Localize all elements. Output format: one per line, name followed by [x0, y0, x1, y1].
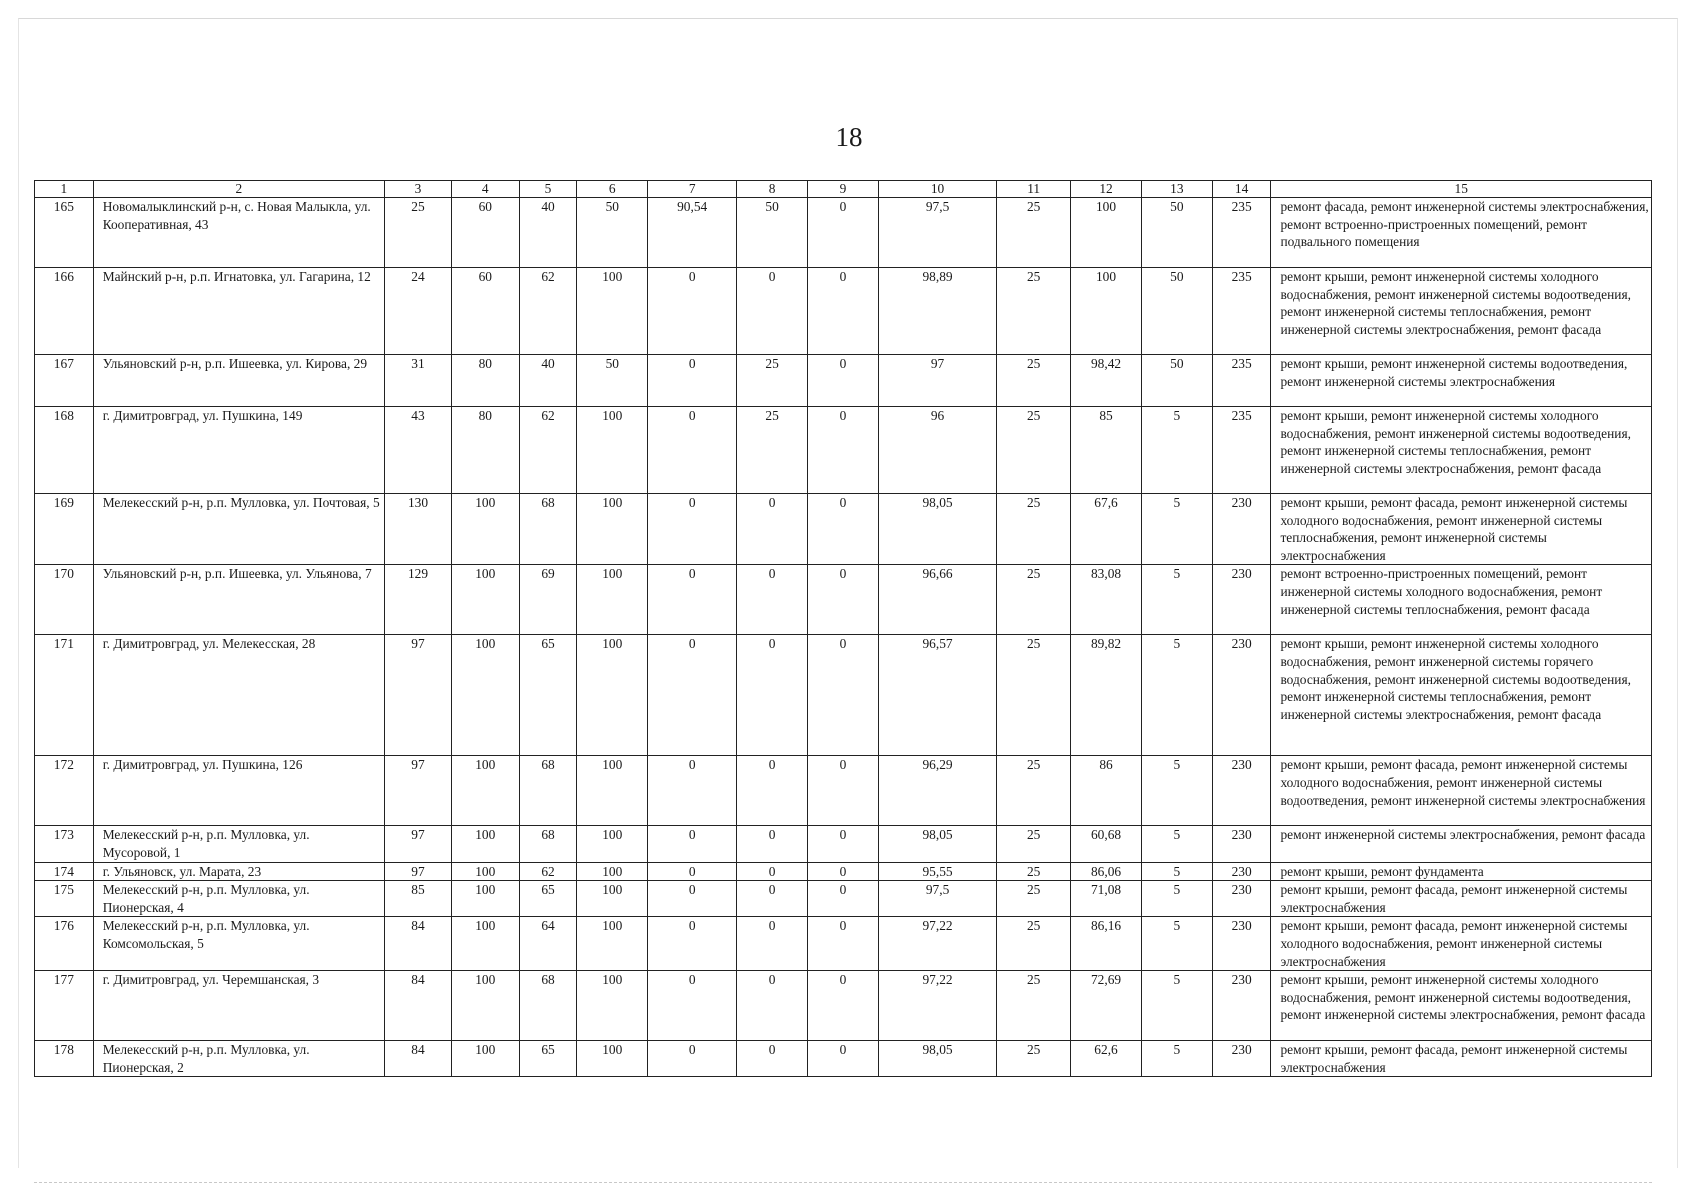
- table-cell: 230: [1212, 565, 1271, 635]
- table-cell: 25: [385, 198, 452, 268]
- table-cell: 167: [35, 355, 94, 407]
- table-cell: 24: [385, 268, 452, 355]
- table-cell: 0: [737, 881, 808, 917]
- works-cell: ремонт крыши, ремонт фундамента: [1271, 862, 1652, 881]
- table-row: [35, 971, 1652, 1041]
- table-cell: 97,22: [878, 917, 996, 971]
- address-cell: Мелекесский р-н, р.п. Мулловка, ул. Пионерская, 2: [93, 1041, 384, 1077]
- table-row: [35, 635, 1652, 756]
- table-cell: 178: [35, 1041, 94, 1077]
- table-cell: 5: [1141, 407, 1212, 494]
- column-header: 6: [577, 181, 648, 198]
- table-row: [35, 355, 1652, 407]
- works-cell: ремонт крыши, ремонт инженерной системы холодного водоснабжения, ремонт инженерной системы горячего водоснабжения, ремонт инженерной системы водоотведения, ремонт инженерной системы теплоснабжения, ремонт инженерной системы электроснабжения, ремонт фасада: [1271, 635, 1652, 756]
- table-cell: 0: [648, 826, 737, 862]
- table-cell: 0: [737, 971, 808, 1041]
- table-row: [35, 862, 1652, 881]
- table-cell: 100: [451, 826, 519, 862]
- table-cell: 25: [737, 355, 808, 407]
- table-cell: 174: [35, 862, 94, 881]
- table-cell: 0: [808, 917, 879, 971]
- table-cell: 62,6: [1071, 1041, 1142, 1077]
- table-cell: 173: [35, 826, 94, 862]
- table-cell: 0: [648, 917, 737, 971]
- table-cell: 230: [1212, 756, 1271, 826]
- address-cell: Ульяновский р-н, р.п. Ишеевка, ул. Ульянова, 7: [93, 565, 384, 635]
- table-cell: 0: [648, 355, 737, 407]
- table-cell: 97: [385, 862, 452, 881]
- table-cell: 5: [1141, 971, 1212, 1041]
- table-cell: 98,05: [878, 1041, 996, 1077]
- table-cell: 100: [577, 635, 648, 756]
- table-cell: 230: [1212, 1041, 1271, 1077]
- works-cell: ремонт крыши, ремонт фасада, ремонт инженерной системы электроснабжения: [1271, 881, 1652, 917]
- table-cell: 86: [1071, 756, 1142, 826]
- address-cell: Ульяновский р-н, р.п. Ишеевка, ул. Кирова, 29: [93, 355, 384, 407]
- table-cell: 96,57: [878, 635, 996, 756]
- table-cell: 0: [808, 565, 879, 635]
- table-cell: 100: [577, 268, 648, 355]
- address-cell: г. Димитровград, ул. Черемшанская, 3: [93, 971, 384, 1041]
- table-cell: 100: [451, 881, 519, 917]
- table-cell: 50: [1141, 268, 1212, 355]
- table-cell: 100: [577, 756, 648, 826]
- works-cell: ремонт инженерной системы электроснабжения, ремонт фасада: [1271, 826, 1652, 862]
- table-cell: 25: [997, 407, 1071, 494]
- table-cell: 130: [385, 494, 452, 565]
- data-table: [34, 180, 1652, 1077]
- table-cell: 25: [997, 198, 1071, 268]
- table-cell: 5: [1141, 862, 1212, 881]
- address-cell: г. Димитровград, ул. Мелекесская, 28: [93, 635, 384, 756]
- table-cell: 31: [385, 355, 452, 407]
- table-cell: 95,55: [878, 862, 996, 881]
- table-cell: 0: [648, 407, 737, 494]
- table-cell: 100: [577, 862, 648, 881]
- table-cell: 100: [1071, 198, 1142, 268]
- table-row: [35, 881, 1652, 917]
- table-cell: 71,08: [1071, 881, 1142, 917]
- table-cell: 40: [519, 198, 577, 268]
- table-cell: 100: [451, 494, 519, 565]
- column-header: 12: [1071, 181, 1142, 198]
- table-cell: 100: [451, 635, 519, 756]
- table-cell: 230: [1212, 494, 1271, 565]
- table-cell: 97,5: [878, 198, 996, 268]
- table-cell: 0: [648, 862, 737, 881]
- table-cell: 43: [385, 407, 452, 494]
- table-cell: 89,82: [1071, 635, 1142, 756]
- table-cell: 230: [1212, 881, 1271, 917]
- table-cell: 170: [35, 565, 94, 635]
- table-cell: 0: [808, 1041, 879, 1077]
- table-cell: 100: [577, 407, 648, 494]
- address-cell: Мелекесский р-н, р.п. Мулловка, ул. Пионерская, 4: [93, 881, 384, 917]
- table-cell: 0: [737, 756, 808, 826]
- works-cell: ремонт крыши, ремонт фасада, ремонт инженерной системы холодного водоснабжения, ремонт инженерной системы электроснабжения: [1271, 917, 1652, 971]
- table-cell: 84: [385, 971, 452, 1041]
- table-cell: 80: [451, 407, 519, 494]
- column-header: 7: [648, 181, 737, 198]
- table-cell: 50: [577, 355, 648, 407]
- table-cell: 97: [878, 355, 996, 407]
- table-cell: 98,42: [1071, 355, 1142, 407]
- table-cell: 50: [577, 198, 648, 268]
- table-cell: 25: [997, 1041, 1071, 1077]
- table-cell: 100: [577, 917, 648, 971]
- table-cell: 100: [577, 494, 648, 565]
- table-cell: 0: [648, 268, 737, 355]
- table-cell: 165: [35, 198, 94, 268]
- table-cell: 98,05: [878, 826, 996, 862]
- table-cell: 0: [737, 268, 808, 355]
- table-cell: 25: [997, 881, 1071, 917]
- table-cell: 25: [997, 826, 1071, 862]
- table-cell: 69: [519, 565, 577, 635]
- table-cell: 40: [519, 355, 577, 407]
- table-cell: 176: [35, 917, 94, 971]
- table-cell: 0: [808, 756, 879, 826]
- table-cell: 65: [519, 881, 577, 917]
- works-cell: ремонт крыши, ремонт инженерной системы водоотведения, ремонт инженерной системы электроснабжения: [1271, 355, 1652, 407]
- table-cell: 0: [808, 198, 879, 268]
- table-cell: 68: [519, 826, 577, 862]
- table-cell: 0: [737, 635, 808, 756]
- table-cell: 84: [385, 917, 452, 971]
- table-row: [35, 494, 1652, 565]
- column-header: 8: [737, 181, 808, 198]
- table-cell: 0: [648, 565, 737, 635]
- table-cell: 5: [1141, 917, 1212, 971]
- table-cell: 100: [1071, 268, 1142, 355]
- table-cell: 60: [451, 198, 519, 268]
- table-cell: 0: [737, 494, 808, 565]
- table-cell: 68: [519, 756, 577, 826]
- table-cell: 97: [385, 635, 452, 756]
- column-header: 5: [519, 181, 577, 198]
- table-row: [35, 565, 1652, 635]
- table-cell: 50: [737, 198, 808, 268]
- table-cell: 68: [519, 494, 577, 565]
- column-header: 1: [35, 181, 94, 198]
- table-cell: 65: [519, 1041, 577, 1077]
- table-cell: 235: [1212, 407, 1271, 494]
- table-cell: 100: [577, 971, 648, 1041]
- column-header: 3: [385, 181, 452, 198]
- table-cell: 0: [648, 635, 737, 756]
- table-body: [35, 198, 1652, 1077]
- table-cell: 5: [1141, 756, 1212, 826]
- table-cell: 230: [1212, 971, 1271, 1041]
- table-cell: 96,66: [878, 565, 996, 635]
- table-cell: 97: [385, 826, 452, 862]
- table-cell: 68: [519, 971, 577, 1041]
- address-cell: г. Димитровград, ул. Пушкина, 126: [93, 756, 384, 826]
- address-cell: Мелекесский р-н, р.п. Мулловка, ул. Комсомольская, 5: [93, 917, 384, 971]
- table-cell: 235: [1212, 198, 1271, 268]
- table-cell: 90,54: [648, 198, 737, 268]
- table-cell: 25: [737, 407, 808, 494]
- column-header: 2: [93, 181, 384, 198]
- table-cell: 0: [737, 862, 808, 881]
- table-cell: 25: [997, 917, 1071, 971]
- table-cell: 0: [648, 881, 737, 917]
- table-cell: 86,16: [1071, 917, 1142, 971]
- table-cell: 25: [997, 971, 1071, 1041]
- table-cell: 0: [737, 565, 808, 635]
- table-cell: 0: [808, 862, 879, 881]
- table-cell: 84: [385, 1041, 452, 1077]
- table-cell: 230: [1212, 826, 1271, 862]
- table-cell: 64: [519, 917, 577, 971]
- table-cell: 168: [35, 407, 94, 494]
- table-cell: 85: [1071, 407, 1142, 494]
- table-cell: 25: [997, 268, 1071, 355]
- table-cell: 0: [808, 407, 879, 494]
- table-cell: 5: [1141, 826, 1212, 862]
- table-cell: 5: [1141, 881, 1212, 917]
- table-cell: 97,5: [878, 881, 996, 917]
- table-cell: 0: [808, 494, 879, 565]
- table-cell: 171: [35, 635, 94, 756]
- column-header: 14: [1212, 181, 1271, 198]
- table-cell: 67,6: [1071, 494, 1142, 565]
- table-cell: 166: [35, 268, 94, 355]
- address-cell: Майнский р-н, р.п. Игнатовка, ул. Гагарина, 12: [93, 268, 384, 355]
- table-cell: 0: [808, 971, 879, 1041]
- works-cell: ремонт крыши, ремонт инженерной системы холодного водоснабжения, ремонт инженерной системы водоотведения, ремонт инженерной системы теплоснабжения, ремонт инженерной системы электроснабжения, ремонт фасада: [1271, 268, 1652, 355]
- table-cell: 62: [519, 862, 577, 881]
- table-cell: 5: [1141, 494, 1212, 565]
- table-cell: 97: [385, 756, 452, 826]
- table-cell: 100: [451, 971, 519, 1041]
- table-cell: 0: [648, 971, 737, 1041]
- column-header: 13: [1141, 181, 1212, 198]
- works-cell: ремонт крыши, ремонт фасада, ремонт инженерной системы холодного водоснабжения, ремонт инженерной системы водоотведения, ремонт инженерной системы электроснабжения: [1271, 756, 1652, 826]
- address-cell: г. Ульяновск, ул. Марата, 23: [93, 862, 384, 881]
- table-cell: 25: [997, 355, 1071, 407]
- table-cell: 100: [451, 1041, 519, 1077]
- table-cell: 0: [808, 881, 879, 917]
- table-cell: 100: [577, 565, 648, 635]
- table-row: [35, 756, 1652, 826]
- table-cell: 50: [1141, 355, 1212, 407]
- table-cell: 0: [737, 826, 808, 862]
- header-row: [35, 181, 1652, 198]
- table-cell: 5: [1141, 635, 1212, 756]
- table-cell: 83,08: [1071, 565, 1142, 635]
- table-cell: 60: [451, 268, 519, 355]
- works-cell: ремонт фасада, ремонт инженерной системы электроснабжения, ремонт встроенно-пристроенных помещений, ремонт подвального помещения: [1271, 198, 1652, 268]
- table-cell: 97,22: [878, 971, 996, 1041]
- table-cell: 96: [878, 407, 996, 494]
- table-cell: 25: [997, 635, 1071, 756]
- table-row: [35, 917, 1652, 971]
- table-cell: 0: [648, 494, 737, 565]
- column-header: 11: [997, 181, 1071, 198]
- table-cell: 100: [451, 565, 519, 635]
- table-cell: 72,69: [1071, 971, 1142, 1041]
- page-number: 18: [835, 122, 863, 152]
- table-cell: 85: [385, 881, 452, 917]
- table-cell: 25: [997, 756, 1071, 826]
- table-cell: 230: [1212, 635, 1271, 756]
- table-cell: 175: [35, 881, 94, 917]
- table-cell: 169: [35, 494, 94, 565]
- table-row: [35, 407, 1652, 494]
- column-header: 10: [878, 181, 996, 198]
- table-cell: 100: [577, 826, 648, 862]
- table-cell: 62: [519, 407, 577, 494]
- table-row: [35, 826, 1652, 862]
- works-cell: ремонт крыши, ремонт инженерной системы холодного водоснабжения, ремонт инженерной системы водоотведения, ремонт инженерной системы электроснабжения, ремонт фасада: [1271, 971, 1652, 1041]
- table-cell: 0: [808, 635, 879, 756]
- table-row: [35, 198, 1652, 268]
- table-cell: 230: [1212, 917, 1271, 971]
- table-cell: 0: [648, 756, 737, 826]
- table-cell: 172: [35, 756, 94, 826]
- table-cell: 25: [997, 494, 1071, 565]
- table-cell: 235: [1212, 268, 1271, 355]
- bottom-divider: [34, 1182, 1652, 1183]
- table-cell: 0: [737, 917, 808, 971]
- table-row: [35, 1041, 1652, 1077]
- table-cell: 80: [451, 355, 519, 407]
- works-cell: ремонт крыши, ремонт инженерной системы холодного водоснабжения, ремонт инженерной системы водоотведения, ремонт инженерной системы теплоснабжения, ремонт инженерной системы электроснабжения, ремонт фасада: [1271, 407, 1652, 494]
- address-cell: Мелекесский р-н, р.п. Мулловка, ул. Мусоровой, 1: [93, 826, 384, 862]
- table-row: [35, 268, 1652, 355]
- table-cell: 0: [808, 826, 879, 862]
- column-header: 15: [1271, 181, 1652, 198]
- table-cell: 65: [519, 635, 577, 756]
- address-cell: Мелекесский р-н, р.п. Мулловка, ул. Почтовая, 5: [93, 494, 384, 565]
- table-cell: 98,05: [878, 494, 996, 565]
- table-cell: 25: [997, 565, 1071, 635]
- table-cell: 5: [1141, 565, 1212, 635]
- column-header: 4: [451, 181, 519, 198]
- table-cell: 98,89: [878, 268, 996, 355]
- table-cell: 0: [737, 1041, 808, 1077]
- table-cell: 100: [451, 862, 519, 881]
- table-cell: 5: [1141, 1041, 1212, 1077]
- table-cell: 177: [35, 971, 94, 1041]
- table-cell: 25: [997, 862, 1071, 881]
- table-cell: 0: [808, 268, 879, 355]
- table-cell: 129: [385, 565, 452, 635]
- table-cell: 100: [577, 1041, 648, 1077]
- table-cell: 60,68: [1071, 826, 1142, 862]
- works-cell: ремонт встроенно-пристроенных помещений, ремонт инженерной системы холодного водоснабжения, ремонт инженерной системы теплоснабжения, ремонт фасада: [1271, 565, 1652, 635]
- table-cell: 235: [1212, 355, 1271, 407]
- works-cell: ремонт крыши, ремонт фасада, ремонт инженерной системы холодного водоснабжения, ремонт инженерной системы теплоснабжения, ремонт инженерной системы электроснабжения: [1271, 494, 1652, 565]
- table-cell: 86,06: [1071, 862, 1142, 881]
- table-cell: 100: [577, 881, 648, 917]
- table-cell: 96,29: [878, 756, 996, 826]
- address-cell: Новомалыклинский р-н, с. Новая Малыкла, ул. Кооперативная, 43: [93, 198, 384, 268]
- table-cell: 50: [1141, 198, 1212, 268]
- table-cell: 100: [451, 756, 519, 826]
- table-cell: 0: [808, 355, 879, 407]
- column-header: 9: [808, 181, 879, 198]
- table-cell: 62: [519, 268, 577, 355]
- table-cell: 100: [451, 917, 519, 971]
- table-cell: 0: [648, 1041, 737, 1077]
- table-cell: 230: [1212, 862, 1271, 881]
- address-cell: г. Димитровград, ул. Пушкина, 149: [93, 407, 384, 494]
- works-cell: ремонт крыши, ремонт фасада, ремонт инженерной системы электроснабжения: [1271, 1041, 1652, 1077]
